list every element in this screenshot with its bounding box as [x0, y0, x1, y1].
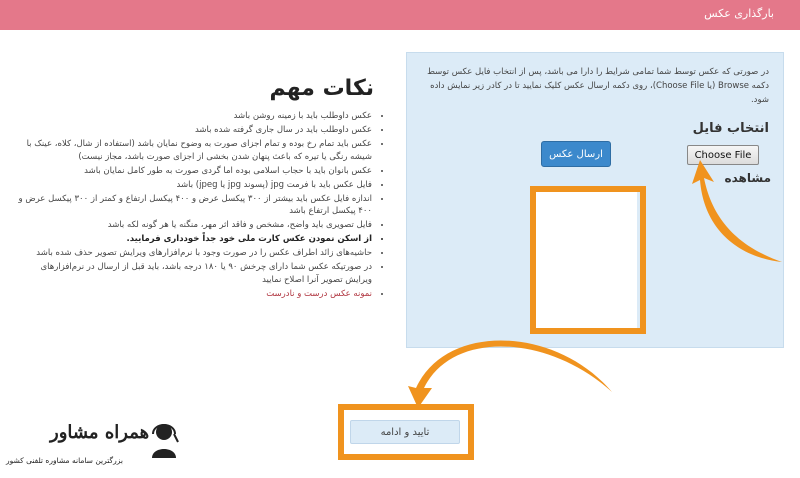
preview-label: مشاهده — [724, 171, 771, 185]
list-item: • در صورتیکه عکس شما دارای چرخش ۹۰ یا ۱۸۰ درجه باشد، باید قبل از ارسال در نرم‌افزارهای ویرایش تصویر آنرا اصلاح نمایید — [12, 261, 372, 286]
page-title: بارگذاری عکس — [704, 7, 774, 20]
list-item: • عکس داوطلب باید با زمینه روشن باشد — [12, 110, 372, 123]
arrow-to-confirm — [408, 340, 612, 408]
list-item: • از اسکن نمودن عکس کارت ملی خود جداً خودداری فرمایید. — [12, 233, 372, 246]
arrow-to-choose-file — [692, 160, 782, 262]
list-item: • اندازه فایل عکس باید بیشتر از ۳۰۰ پیکسل عرض و ۴۰۰ پیکسل ارتفاع و کمتر از ۳۰۰ پیکسل عرض و ۴۰۰ پیکسل ارتفاع باشد — [12, 193, 372, 218]
logo-name: همراه مشاور — [50, 422, 150, 443]
confirm-continue-button[interactable]: تایید و ادامه — [350, 420, 460, 444]
hamrah-moshaver-logo — [6, 418, 186, 474]
list-item: • عکس بانوان باید با حجاب اسلامی بوده اما گردی صورت به طور کامل نمایان باشد — [12, 165, 372, 178]
list-item: • عکس باید تمام رخ بوده و تمام اجزای صورت به وضوح نمایان باشد (استفاده از شال، کلاه، عینک با شیشه رنگی یا تیره که باعث پنهان شدن بخشی از اجزای صورت باشد، مجاز نیست) — [12, 138, 372, 163]
logo-tagline: بزرگترین سامانه مشاوره تلفنی کشور — [6, 456, 123, 465]
choose-file-button[interactable]: Choose File — [687, 145, 759, 165]
list-item: • فایل عکس باید با فرمت jpg (پسوند jpg یا jpeg) باشد — [12, 179, 372, 192]
upload-instructions: در صورتی که عکس توسط شما تمامی شرایط را دارا می باشد، پس از انتخاب فایل عکس توسط دکمه Browse (یا Choose File)، روی دکمه ارسال عکس کلیک نمایید تا در کادر زیر نمایش داده شود. — [427, 67, 769, 105]
list-item: • فایل تصویری باید واضح، مشخص و فاقد اثر مهر، منگنه یا هر گونه لکه باشد — [12, 219, 372, 232]
notes-title: نکات مهم — [269, 76, 374, 101]
consultant-headset-icon — [146, 420, 182, 460]
sample-photo-link[interactable]: نمونه عکس درست و نادرست — [266, 288, 372, 299]
send-photo-button[interactable]: ارسال عکس — [541, 141, 611, 167]
list-item: • حاشیه‌های زائد اطراف عکس را در صورت وجود با نرم‌افزارهای ویرایش تصویر حذف شده باشد — [12, 247, 372, 260]
file-select-label: انتخاب فایل — [692, 121, 769, 136]
list-item: • عکس داوطلب باید در سال جاری گرفته شده باشد — [12, 124, 372, 137]
